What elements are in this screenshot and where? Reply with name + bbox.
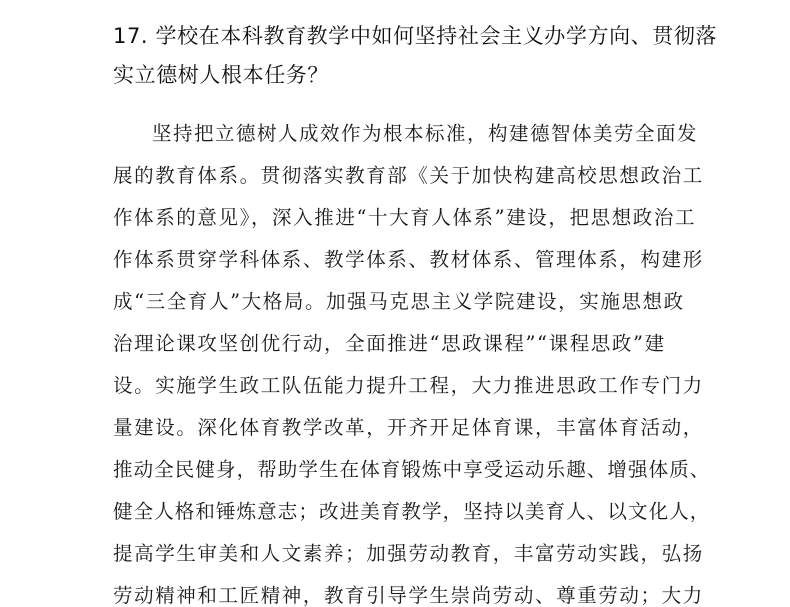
body-paragraph-line-11: 提高学生审美和人文素养；加强劳动教育，丰富劳动实践，弘扬 xyxy=(113,542,704,565)
body-paragraph-line-3: 作体系的意见》，深入推进“十大育人体系”建设，把思想政治工 xyxy=(113,206,697,229)
body-paragraph-line-8: 量建设。深化体育教学改革，开齐开足体育课，丰富体育活动， xyxy=(113,416,704,439)
question-heading-line-2: 实立德树人根本任务？ xyxy=(113,63,329,87)
body-paragraph-line-12: 劳动精神和工匠精神，教育引导学生崇尚劳动、尊重劳动；大力 xyxy=(113,584,704,607)
body-paragraph-line-2: 展的教育体系。贯彻落实教育部《关于加快构建高校思想政治工 xyxy=(113,164,704,187)
body-paragraph-line-5: 成“三全育人”大格局。加强马克思主义学院建设，实施思想政 xyxy=(113,290,685,313)
body-paragraph-line-7: 设。实施学生政工队伍能力提升工程，大力推进思政工作专门力 xyxy=(113,374,704,397)
body-paragraph-line-10: 健全人格和锤炼意志；改进美育教学，坚持以美育人、以文化人， xyxy=(113,500,711,523)
body-paragraph-line-1: 坚持把立德树人成效作为根本标准，构建德智体美劳全面发 xyxy=(152,122,699,145)
question-heading-line-1: 17. 学校在本科教育教学中如何坚持社会主义办学方向、贯彻落 xyxy=(113,24,718,48)
body-paragraph-line-4: 作体系贯穿学科体系、教学体系、教材体系、管理体系，构建形 xyxy=(113,248,704,271)
body-paragraph-line-6: 治理论课攻坚创优行动，全面推进“思政课程”“课程思政”建 xyxy=(113,332,666,355)
body-paragraph-line-9: 推动全民健身，帮助学生在体育锻炼中享受运动乐趣、增强体质、 xyxy=(113,458,711,481)
